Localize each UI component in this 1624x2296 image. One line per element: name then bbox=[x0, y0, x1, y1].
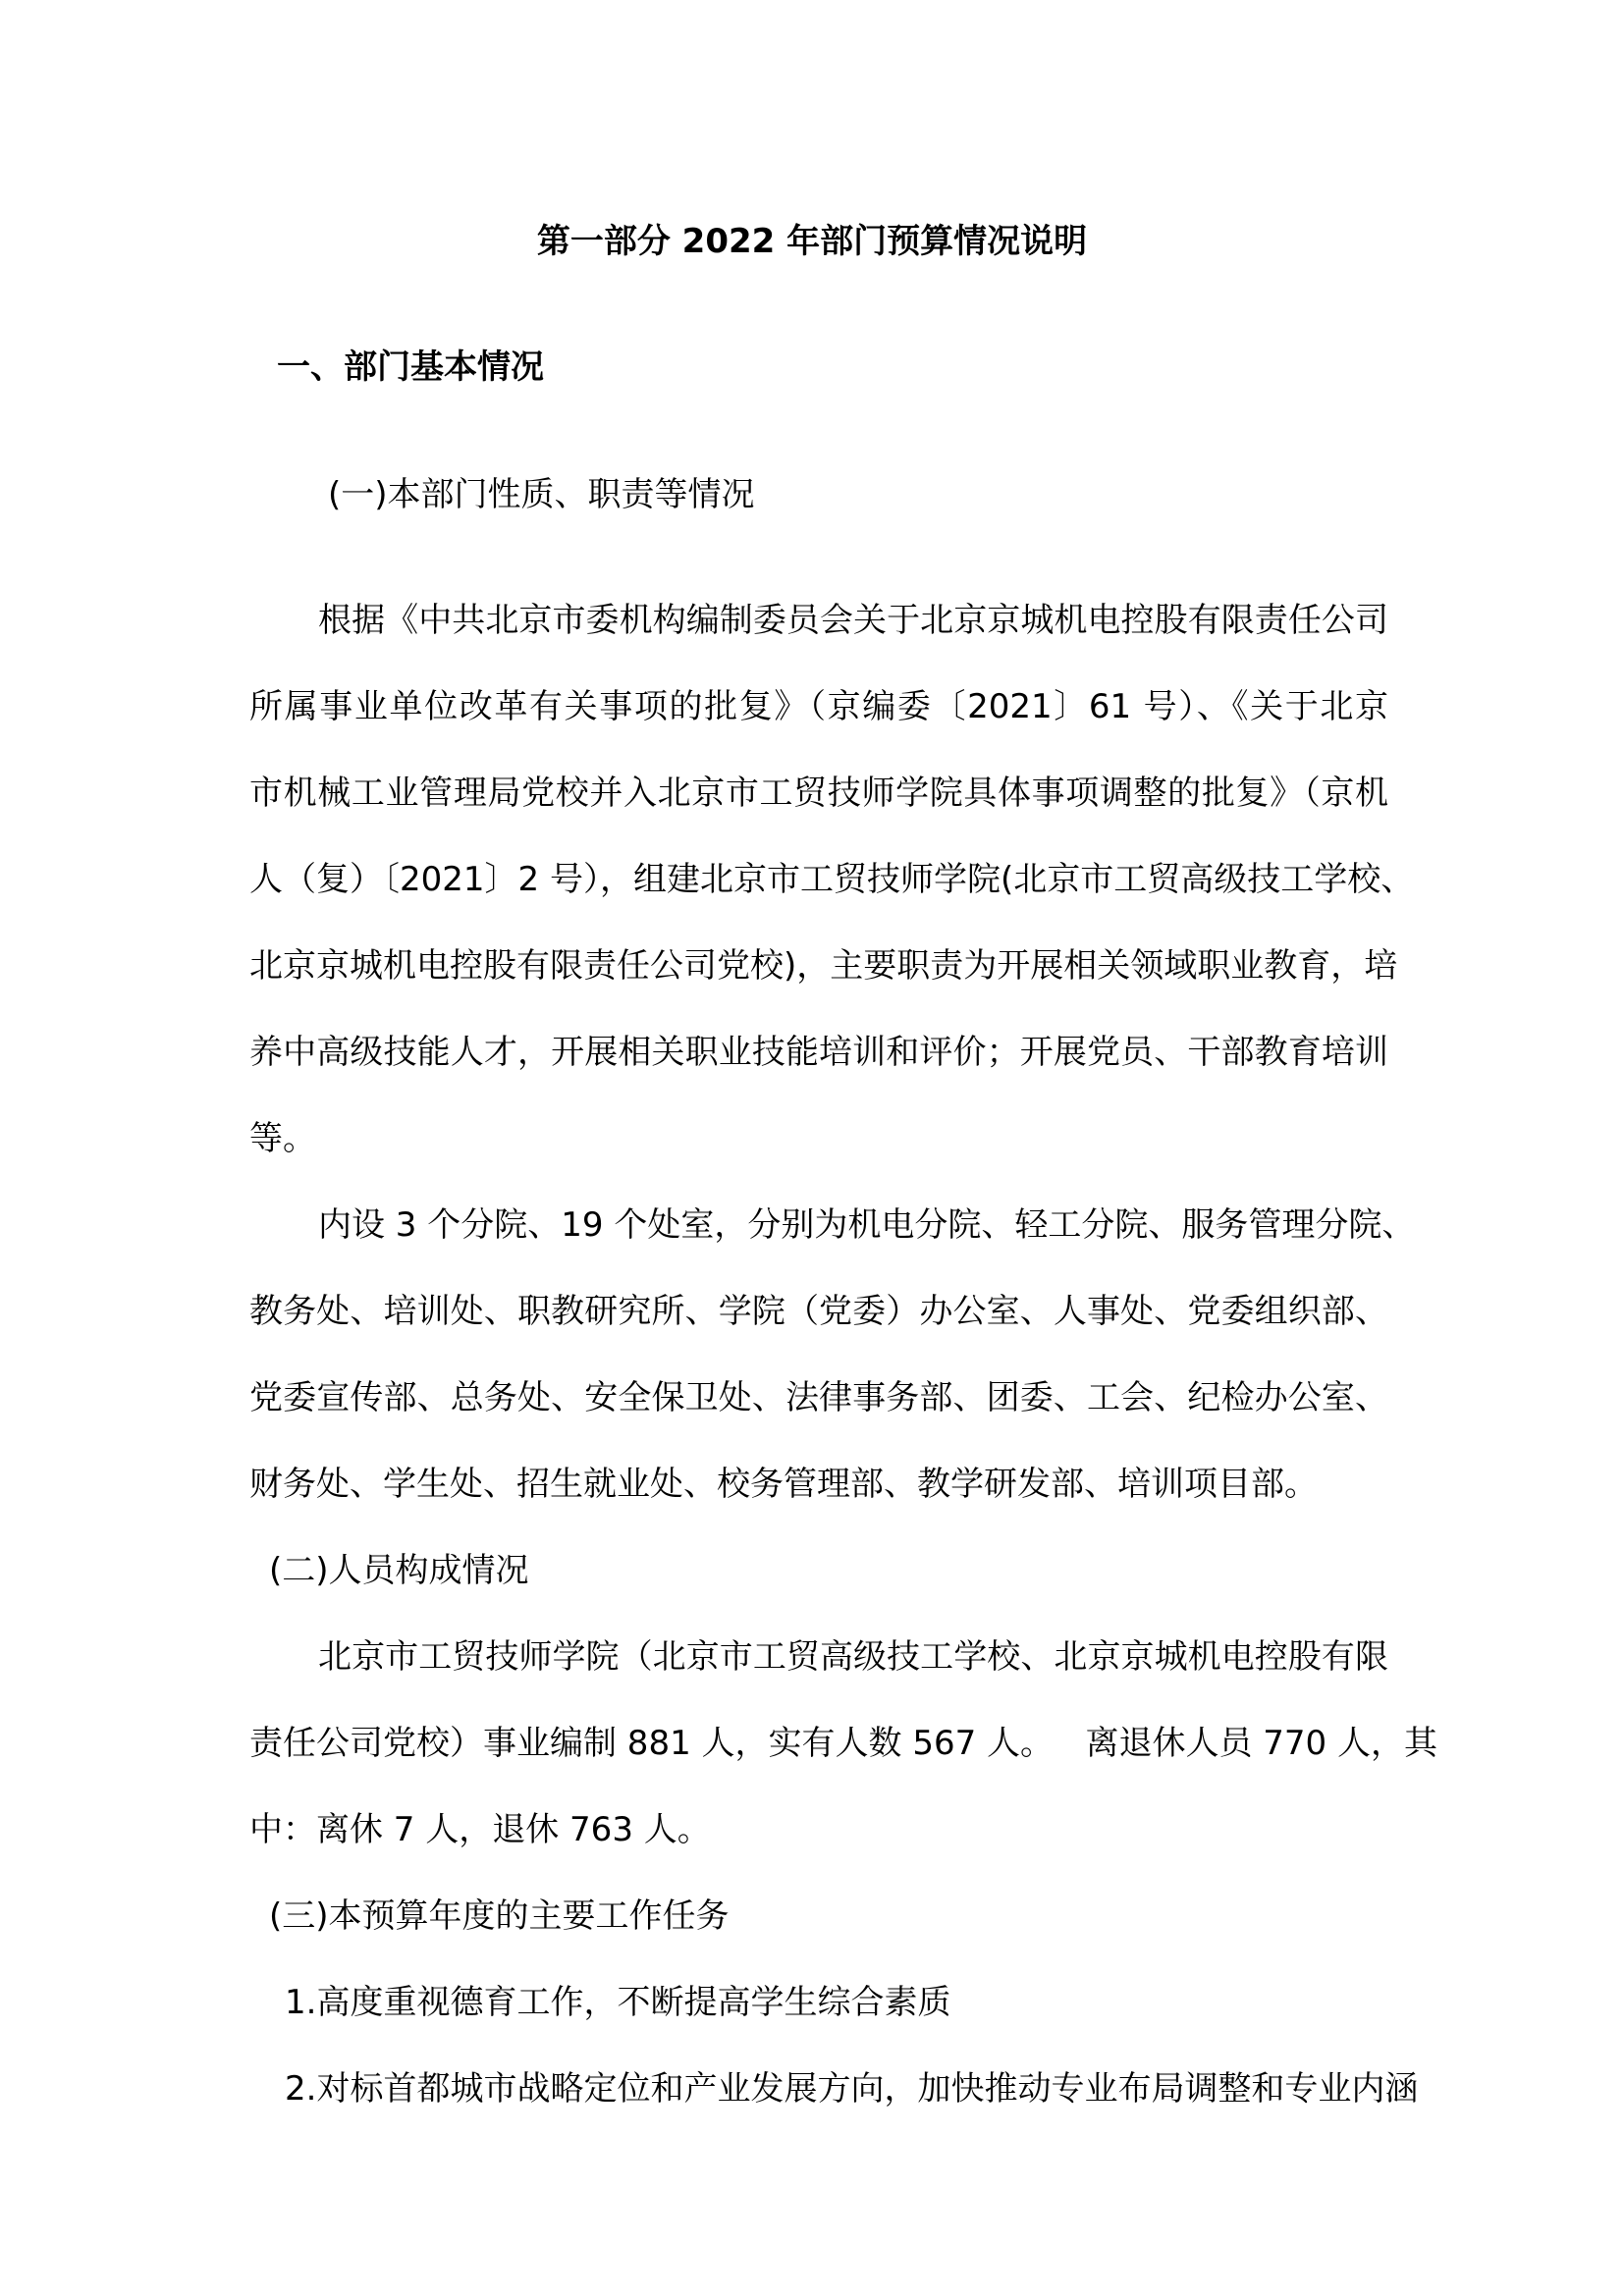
paragraph-2-line: 财务处、学生处、招生就业处、校务管理部、教学研发部、培训项目部。 bbox=[249, 1465, 1318, 1504]
task-item-1: 1.高度重视德育工作，不断提高学生综合素质 bbox=[285, 1983, 951, 2022]
page-title: 第一部分 2022 年部门预算情况说明 bbox=[536, 222, 1088, 261]
paragraph-1-line: 北京京城机电控股有限责任公司党校)，主要职责为开展相关领域职业教育，培 bbox=[249, 946, 1398, 986]
paragraph-1-line: 养中高级技能人才，开展相关职业技能培训和评价；开展党员、干部教育培训 bbox=[249, 1033, 1388, 1072]
subsection-heading-2: (二)人员构成情况 bbox=[269, 1551, 529, 1590]
paragraph-1-line: 所属事业单位改革有关事项的批复》（京编委〔2021〕61 号）、《关于北京 bbox=[249, 687, 1388, 726]
paragraph-2-line: 党委宣传部、总务处、安全保卫处、法律事务部、团委、工会、纪检办公室、 bbox=[249, 1378, 1388, 1417]
paragraph-3-line: 责任公司党校）事业编制 881 人，实有人数 567 人。 离退休人员 770 人，其 bbox=[249, 1724, 1437, 1763]
task-item-2: 2.对标首都城市战略定位和产业发展方向，加快推动专业布局调整和专业内涵 bbox=[285, 2069, 1419, 2109]
paragraph-1-line: 根据《中共北京市委机构编制委员会关于北京京城机电控股有限责任公司 bbox=[318, 601, 1388, 640]
paragraph-3-line: 中：离休 7 人，退休 763 人。 bbox=[249, 1810, 711, 1849]
subsection-heading-1: (一)本部门性质、职责等情况 bbox=[328, 475, 755, 514]
paragraph-1-line: 市机械工业管理局党校并入北京市工贸技师学院具体事项调整的批复》（京机 bbox=[249, 774, 1388, 813]
paragraph-1-line: 等。 bbox=[249, 1119, 316, 1158]
paragraph-1-line: 人（复）〔2021〕2 号），组建北京市工贸技师学院(北京市工贸高级技工学校、 bbox=[249, 860, 1415, 899]
subsection-heading-3: (三)本预算年度的主要工作任务 bbox=[269, 1896, 730, 1936]
paragraph-3-line: 北京市工贸技师学院（北京市工贸高级技工学校、北京京城机电控股有限 bbox=[318, 1637, 1388, 1677]
paragraph-2-line: 内设 3 个分院、19 个处室，分别为机电分院、轻工分院、服务管理分院、 bbox=[318, 1205, 1416, 1245]
paragraph-2-line: 教务处、培训处、职教研究所、学院（党委）办公室、人事处、党委组织部、 bbox=[249, 1292, 1388, 1331]
section-heading-1: 一、部门基本情况 bbox=[277, 347, 544, 387]
